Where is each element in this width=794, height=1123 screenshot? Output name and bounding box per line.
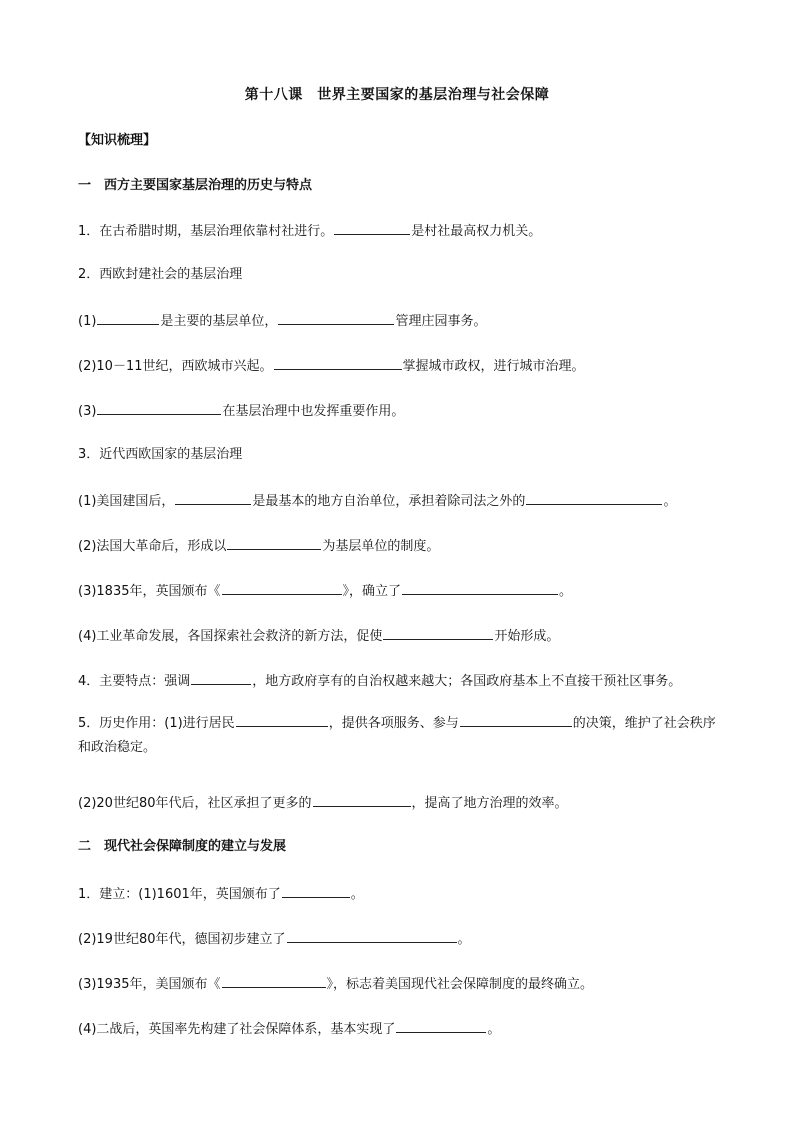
- text-segment: (3)1835年，英国颁布《: [78, 584, 221, 599]
- text-segment: (4)工业革命发展，各国探索社会救济的新方法，促使: [78, 629, 383, 644]
- part2-q1-3: [78, 974, 593, 994]
- text-segment: (1)美国建国后，: [78, 494, 175, 509]
- fill-blank[interactable]: [383, 626, 493, 640]
- text-segment: 。: [487, 1022, 501, 1037]
- part2-q1-4: [78, 1019, 500, 1039]
- text-segment: 掌握城市政权，进行城市治理。: [402, 359, 585, 374]
- part1-q3: 3．近代西欧国家的基层治理: [78, 447, 243, 462]
- text-segment: (1): [78, 314, 97, 329]
- fill-blank[interactable]: [460, 713, 572, 727]
- fill-blank[interactable]: [274, 356, 402, 370]
- text-segment: 。: [559, 584, 573, 599]
- fill-blank[interactable]: [227, 536, 321, 550]
- text-segment: 1．建立：(1)1601年，英国颁布了: [78, 887, 281, 902]
- text-segment: ，提高了地方治理的效率。: [411, 796, 568, 811]
- text-segment: 。: [350, 887, 364, 902]
- part1-q5: [78, 712, 718, 760]
- text-segment: 》，标志着美国现代社会保障制度的最终确立。: [326, 977, 594, 992]
- part1-heading: 一 西方主要国家基层治理的历史与特点: [78, 178, 313, 193]
- text-segment: 开始形成。: [494, 629, 560, 644]
- part1-q4: [78, 671, 681, 691]
- text-segment: ，提供各项服务、参与: [328, 716, 459, 731]
- fill-blank[interactable]: [175, 491, 251, 505]
- text-segment: 的决策，维护了社会秩序和政治稳定。: [78, 716, 716, 755]
- text-segment: 是主要的基层单位，: [160, 314, 278, 329]
- text-segment: 是最基本的地方自治单位，承担着除司法之外的: [252, 494, 526, 509]
- text-segment: (2)19世纪80年代，德国初步建立了: [78, 932, 286, 947]
- part2-heading: 二 现代社会保障制度的建立与发展: [78, 839, 287, 854]
- fill-blank[interactable]: [97, 401, 221, 415]
- text-segment: 1．在古希腊时期，基层治理依靠村社进行。: [78, 224, 334, 239]
- fill-blank[interactable]: [278, 311, 394, 325]
- part2-q1: [78, 884, 364, 904]
- part1-q3-4: [78, 626, 559, 646]
- part1-q3-1: [78, 491, 676, 511]
- fill-blank[interactable]: [287, 929, 457, 943]
- text-segment: 》，确立了: [342, 584, 402, 599]
- fill-blank[interactable]: [396, 1019, 486, 1033]
- fill-blank[interactable]: [236, 713, 328, 727]
- text-segment: 管理庄园事务。: [395, 314, 487, 329]
- part2-q1-2: [78, 929, 471, 949]
- fill-blank[interactable]: [97, 311, 159, 325]
- part1-q5-2: [78, 793, 568, 813]
- text-segment: (3): [78, 404, 97, 419]
- fill-blank[interactable]: [191, 671, 251, 685]
- fill-blank[interactable]: [334, 221, 410, 235]
- text-segment: 是村社最高权力机关。: [411, 224, 542, 239]
- text-segment: 为基层单位的制度。: [322, 539, 440, 554]
- part1-q2: 2．西欧封建社会的基层治理: [78, 267, 243, 282]
- page-title: 第十八课 世界主要国家的基层治理与社会保障: [244, 87, 550, 103]
- text-segment: (2)10－11世纪，西欧城市兴起。: [78, 359, 273, 374]
- text-segment: ，地方政府享有的自治权越来越大；各国政府基本上不直接干预社区事务。: [252, 674, 682, 689]
- part1-q3-2: [78, 536, 439, 556]
- text-segment: (4)二战后，英国率先构建了社会保障体系，基本实现了: [78, 1022, 396, 1037]
- fill-blank[interactable]: [526, 491, 662, 505]
- part1-q3-3: [78, 581, 572, 601]
- text-segment: 。: [457, 932, 471, 947]
- text-segment: (2)法国大革命后，形成以: [78, 539, 227, 554]
- part1-q1: [78, 221, 541, 241]
- fill-blank[interactable]: [282, 884, 350, 898]
- text-segment: 。: [663, 494, 677, 509]
- part1-q2-2: [78, 356, 585, 376]
- fill-blank[interactable]: [313, 793, 411, 807]
- fill-blank[interactable]: [222, 974, 326, 988]
- fill-blank[interactable]: [402, 581, 558, 595]
- part1-q2-1: [78, 311, 486, 331]
- text-segment: (3)1935年，美国颁布《: [78, 977, 221, 992]
- part1-q2-3: [78, 401, 404, 421]
- section-label: 【知识梳理】: [78, 133, 157, 148]
- text-segment: 在基层治理中也发挥重要作用。: [222, 404, 405, 419]
- text-segment: 5．历史作用：(1)进行居民: [78, 716, 235, 731]
- text-segment: (2)20世纪80年代后，社区承担了更多的: [78, 796, 312, 811]
- fill-blank[interactable]: [222, 581, 342, 595]
- text-segment: 4．主要特点：强调: [78, 674, 191, 689]
